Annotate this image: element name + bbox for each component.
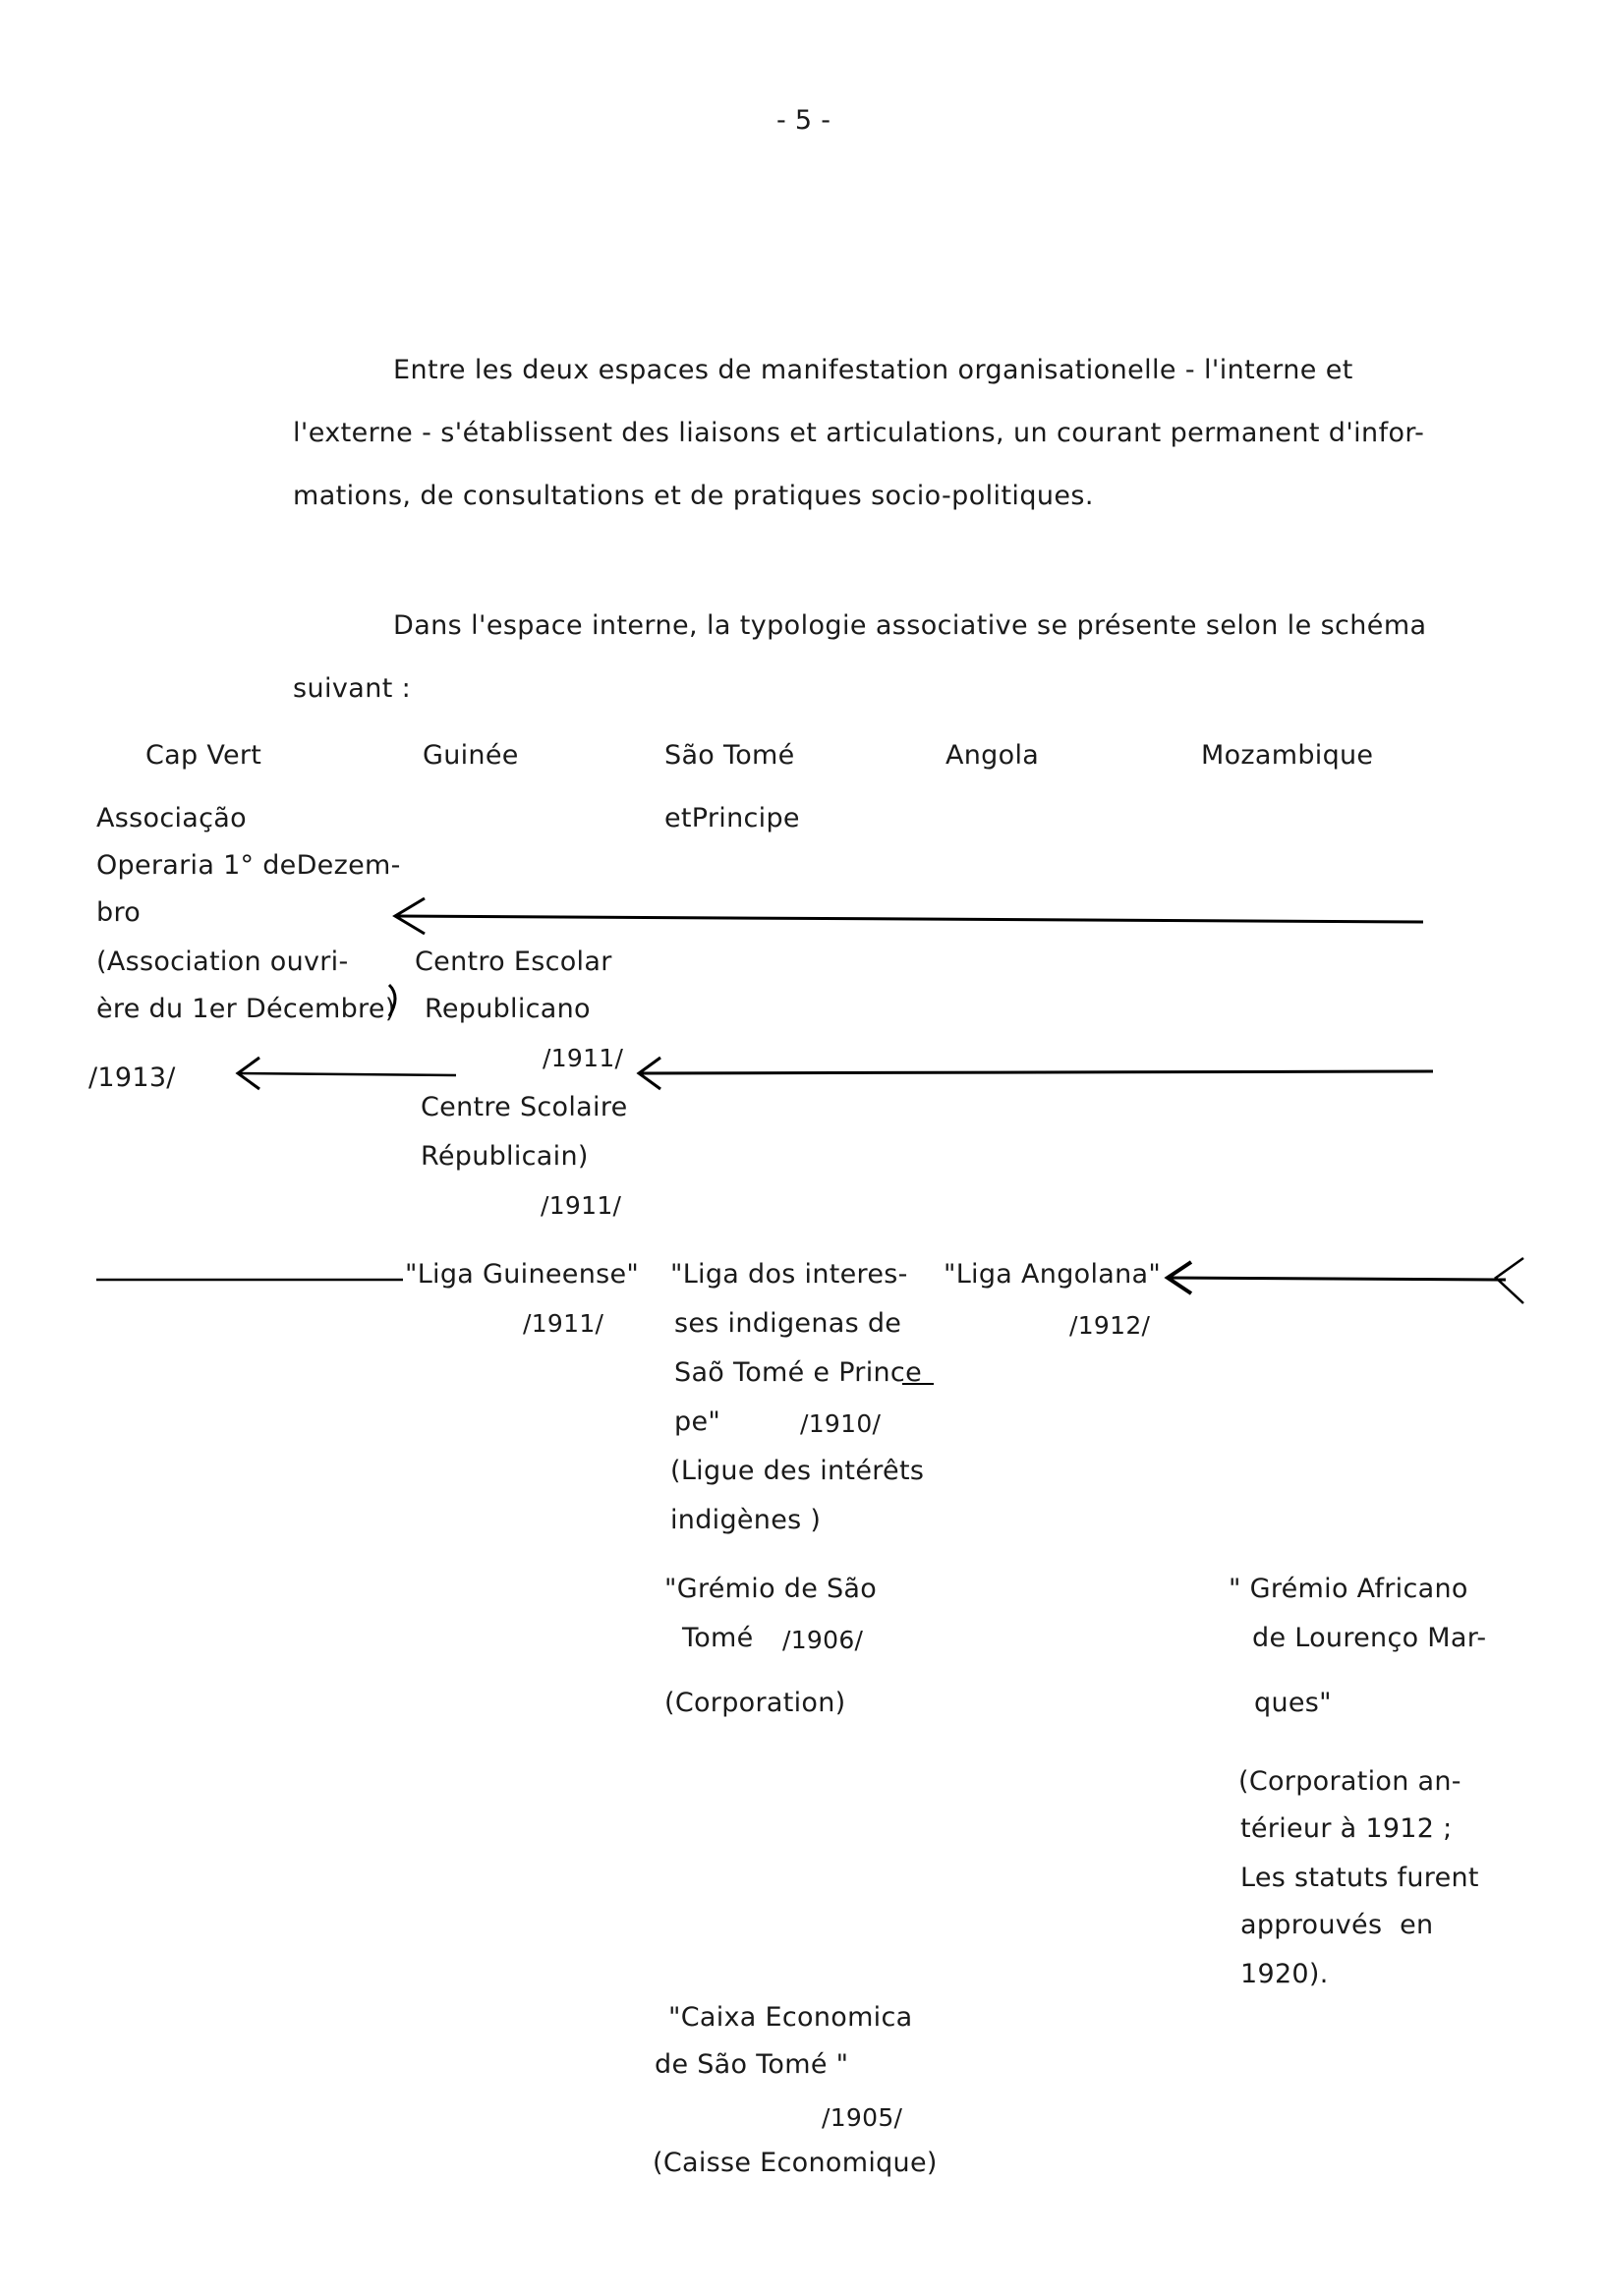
arrow-line-row-3-right	[1168, 1278, 1506, 1280]
liga-angolana-year: /1912/	[1069, 1311, 1151, 1340]
arrow-head-row-2-right	[639, 1058, 660, 1089]
caixa-translation: (Caisse Economique)	[653, 2148, 938, 2178]
intro-paragraph-2-line-1: Dans l'espace interne, la typologie associative se présente selon le schéma	[393, 610, 1427, 641]
arrow-head-row-1	[395, 898, 425, 934]
liga-sao-tome-line-3: Saõ Tomé e Prince	[674, 1357, 922, 1388]
arrow-head-row-2-left	[238, 1058, 259, 1089]
gremio-sao-tome-line-2: Tomé	[682, 1623, 754, 1653]
cap-vert-translation-line-1: (Association ouvri-	[96, 947, 349, 977]
arrow-line-row-1	[395, 916, 1423, 922]
liga-sao-tome-line-2: ses indigenas de	[674, 1308, 902, 1339]
gremio-africano-line-1: " Grémio Africano	[1229, 1574, 1468, 1604]
liga-sao-tome-line-4: pe"	[674, 1406, 721, 1437]
guinee-centro-translation-line-2: Républicain)	[421, 1141, 589, 1172]
liga-sao-tome-year: /1910/	[800, 1409, 882, 1438]
liga-sao-tome-translation-line-2: indigènes )	[670, 1505, 822, 1535]
gremio-africano-note-line-3: Les statuts furent	[1240, 1863, 1479, 1893]
liga-sao-tome-translation-line-1: (Ligue des intérêts	[670, 1456, 925, 1486]
cap-vert-translation-line-2: ère du 1er Décembre)	[96, 994, 396, 1024]
caixa-line-1: "Caixa Economica	[668, 2002, 913, 2033]
intro-paragraph-1-line-1: Entre les deux espaces de manifestation organisationelle - l'interne et	[393, 355, 1353, 385]
column-header-sao-tome: São Tomé	[664, 740, 795, 771]
column-header-mozambique: Mozambique	[1201, 740, 1374, 771]
column-header-guinee: Guinée	[423, 740, 519, 771]
arrow-line-row-2-left	[238, 1073, 456, 1075]
caixa-year: /1905/	[822, 2103, 903, 2132]
guinee-centro-year-2: /1911/	[541, 1191, 622, 1220]
guinee-centro-translation-line-1: Centre Scolaire	[421, 1092, 628, 1122]
arrow-head-row-3-right	[1496, 1258, 1523, 1303]
gremio-africano-note-line-5: 1920).	[1240, 1959, 1329, 1989]
gremio-africano-line-3: ques"	[1254, 1688, 1332, 1718]
gremio-africano-line-2: de Lourenço Mar-	[1252, 1623, 1487, 1653]
gremio-africano-note-line-1: (Corporation an-	[1238, 1766, 1461, 1797]
page-number: - 5 -	[776, 105, 831, 136]
column-subheader-principe: etPrincipe	[664, 803, 800, 833]
intro-paragraph-2-line-2: suivant :	[293, 673, 412, 704]
liga-sao-tome-line-1: "Liga dos interes-	[670, 1259, 908, 1290]
column-header-angola: Angola	[945, 740, 1040, 771]
cap-vert-name-line-2: Operaria 1° deDezem-	[96, 850, 401, 881]
liga-guineense-name: "Liga Guineense"	[405, 1259, 640, 1290]
arrow-line-row-2-right	[639, 1071, 1433, 1073]
cap-vert-year: /1913/	[88, 1062, 176, 1093]
intro-paragraph-1-line-3: mations, de consultations et de pratiques socio-politiques.	[293, 481, 1094, 511]
guinee-centro-name-line-2: Republicano	[425, 994, 591, 1024]
liga-guineense-year: /1911/	[523, 1309, 604, 1338]
arrow-head-row-3-mid	[1168, 1262, 1191, 1293]
column-header-cap-vert: Cap Vert	[145, 740, 262, 771]
cap-vert-name-line-3: bro	[96, 897, 142, 928]
gremio-sao-tome-line-1: "Grémio de São	[664, 1574, 878, 1604]
guinee-centro-name-line-1: Centro Escolar	[415, 947, 612, 977]
cap-vert-name-line-1: Associação	[96, 803, 247, 833]
liga-angolana-name: "Liga Angolana"	[944, 1259, 1162, 1290]
gremio-sao-tome-year: /1906/	[782, 1626, 864, 1654]
gremio-africano-note-line-4: approuvés en	[1240, 1910, 1434, 1940]
guinee-centro-year-1: /1911/	[543, 1044, 624, 1072]
intro-paragraph-1-line-2: l'externe - s'établissent des liaisons et articulations, un courant permanent d'infor-	[293, 418, 1425, 448]
gremio-africano-note-line-2: térieur à 1912 ;	[1240, 1813, 1453, 1844]
caixa-line-2: de São Tomé "	[655, 2049, 849, 2080]
gremio-sao-tome-translation: (Corporation)	[664, 1688, 846, 1718]
